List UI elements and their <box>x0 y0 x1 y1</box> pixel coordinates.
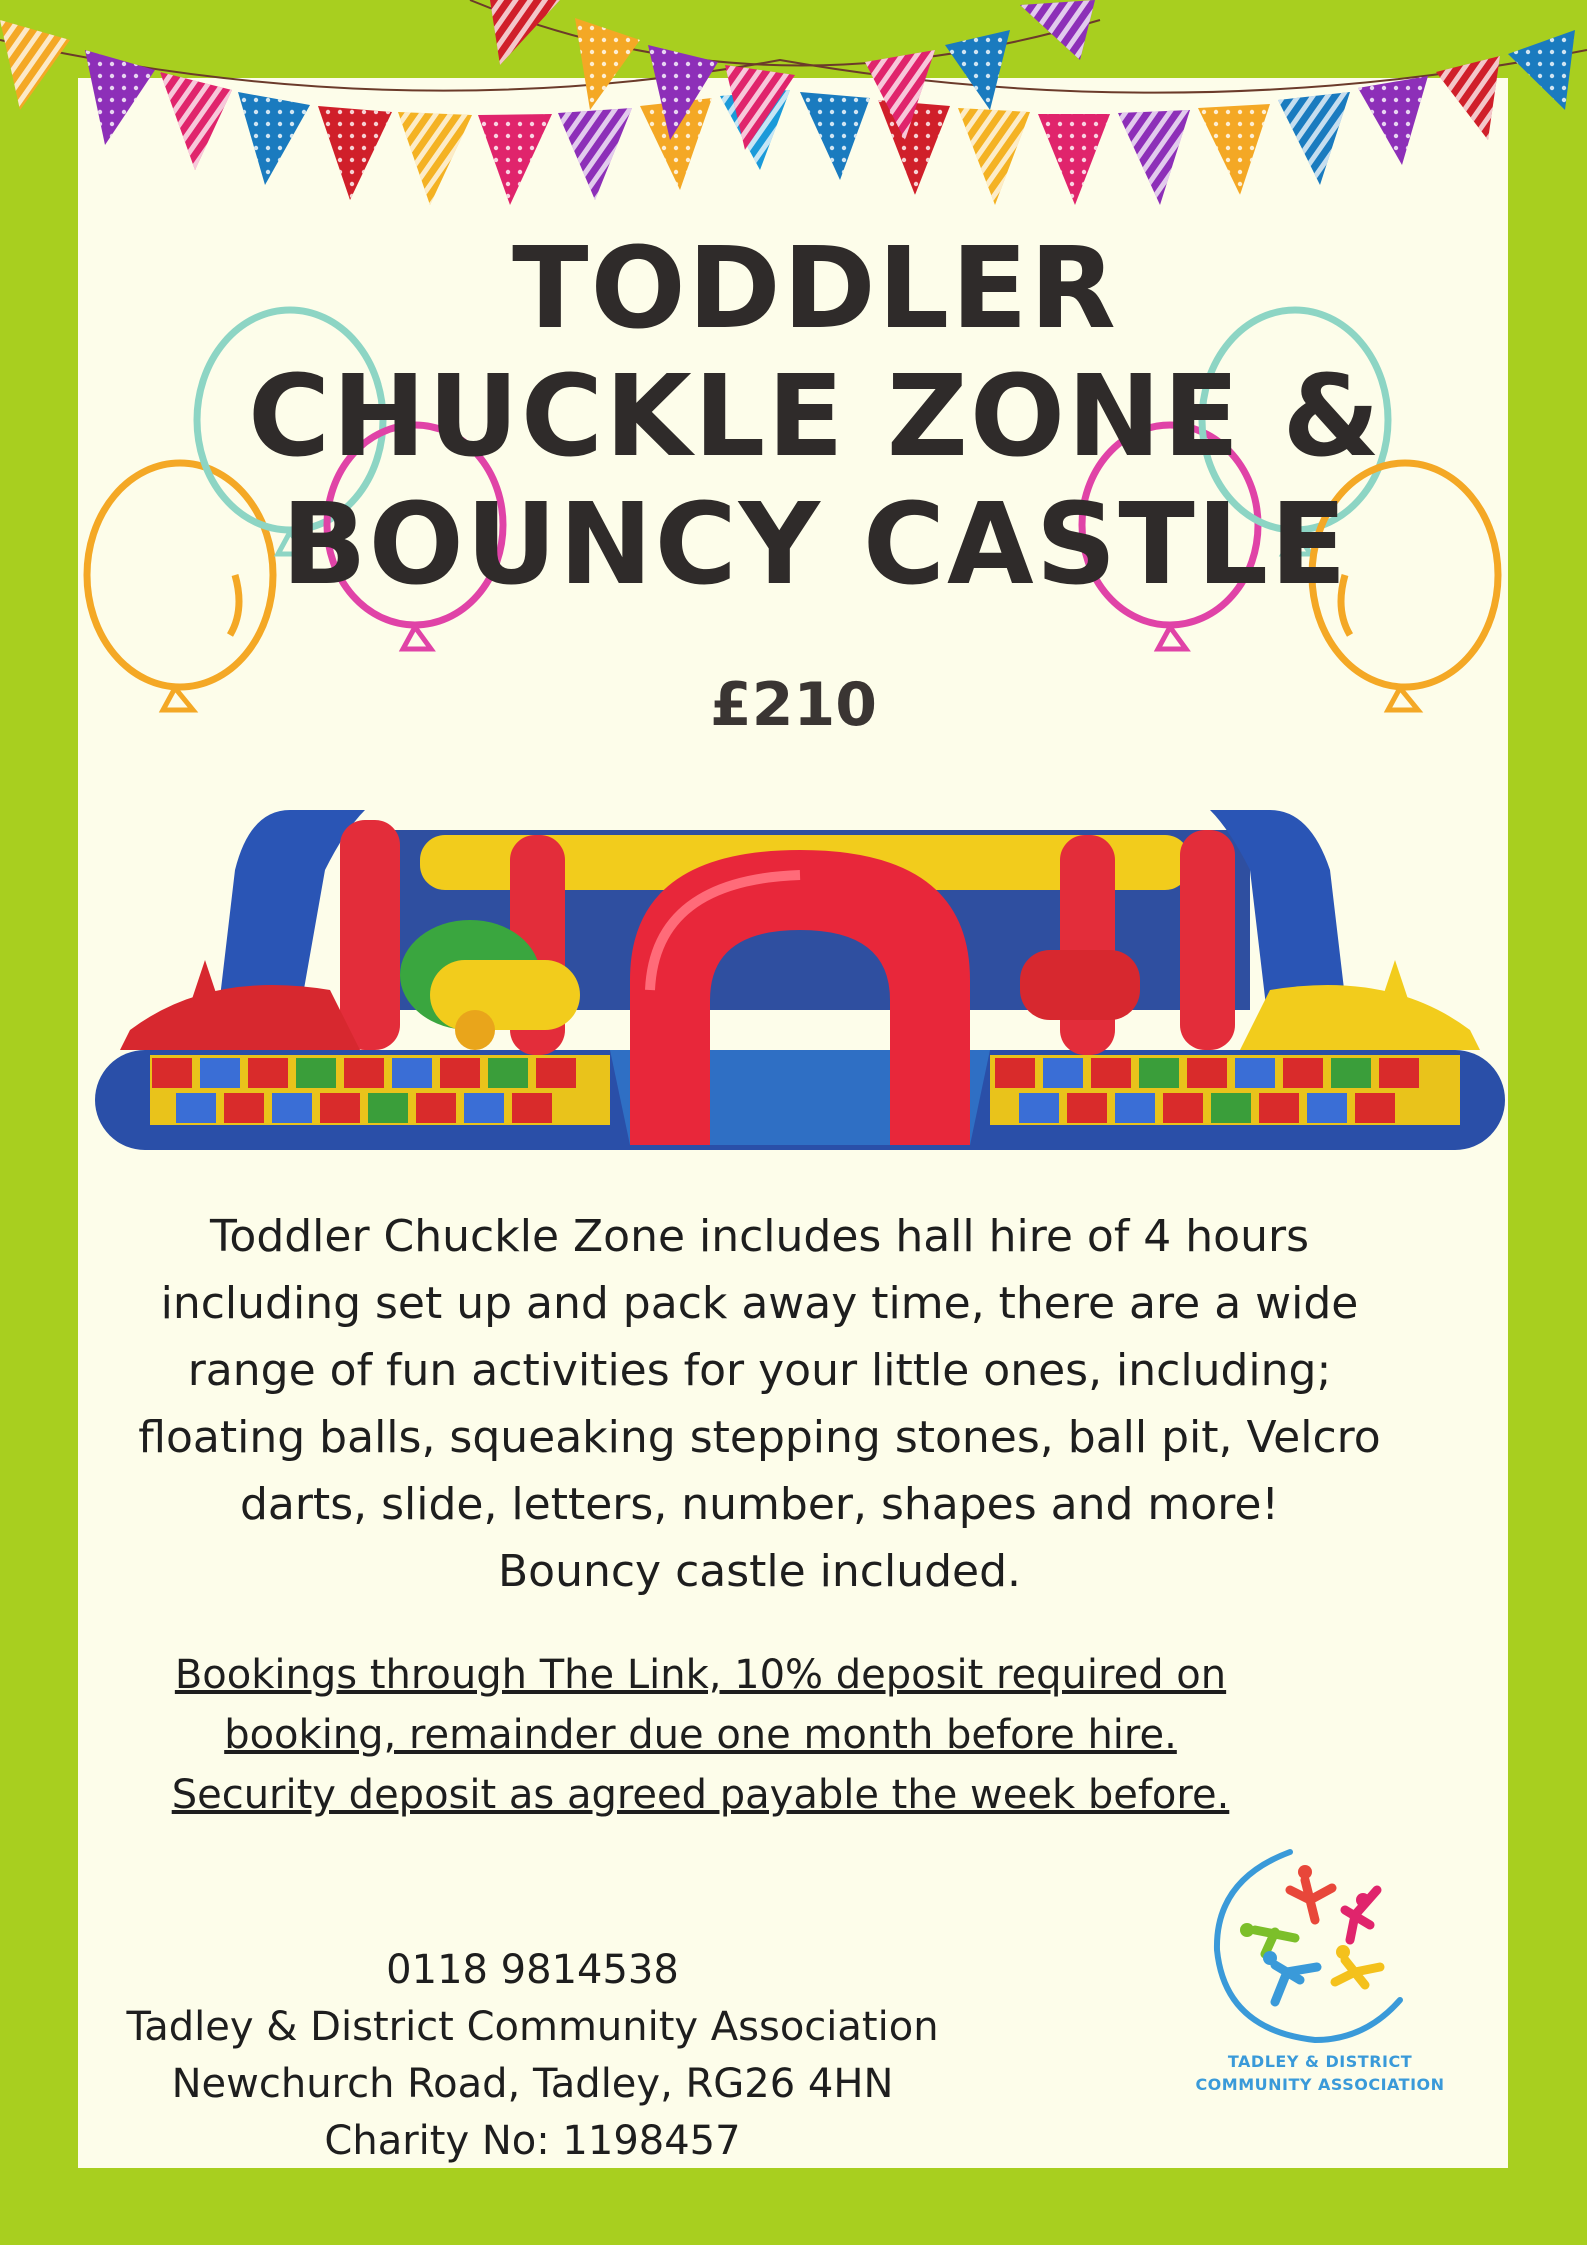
logo-text-line-1: TADLEY & DISTRICT <box>1227 2052 1413 2071</box>
booking-line: booking, remainder due one month before hire. <box>224 1712 1177 1758</box>
logo-text-line-2: COMMUNITY ASSOCIATION <box>1195 2075 1445 2094</box>
title-line-2: CHUCKLE ZONE & <box>247 352 1383 482</box>
title-line-1: TODDLER <box>512 224 1118 354</box>
booking-line: Bookings through The Link, 10% deposit required on <box>174 1652 1227 1698</box>
description-line: Toddler Chuckle Zone includes hall hire of 4 hours <box>210 1211 1309 1262</box>
bouncy-castle-image <box>90 790 1510 1160</box>
description <box>62 1203 1457 1605</box>
description-line: including set up and pack away time, there are a wide <box>160 1278 1359 1329</box>
description-line: darts, slide, letters, number, shapes and more! <box>239 1479 1280 1530</box>
booking-line: Security deposit as agreed payable the week before. <box>171 1772 1230 1818</box>
contact-details <box>70 1942 995 2170</box>
page-title <box>200 225 1430 609</box>
logo-text <box>1180 2050 1460 2096</box>
contact-address: Newchurch Road, Tadley, RG26 4HN <box>171 2061 894 2107</box>
description-line: range of fun activities for your little ones, including; <box>187 1345 1332 1396</box>
price: £210 <box>710 670 877 740</box>
contact-phone: 0118 9814538 <box>386 1947 679 1993</box>
bunting-flags <box>0 0 1587 230</box>
booking-terms <box>78 1645 1323 1825</box>
description-line: Bouncy castle included. <box>497 1546 1022 1597</box>
description-line: floating balls, squeaking stepping stones, ball pit, Velcro <box>138 1412 1381 1463</box>
title-line-3: BOUNCY CASTLE <box>281 480 1349 610</box>
contact-charity-number: Charity No: 1198457 <box>324 2118 741 2164</box>
contact-organisation: Tadley & District Community Association <box>126 2004 939 2050</box>
